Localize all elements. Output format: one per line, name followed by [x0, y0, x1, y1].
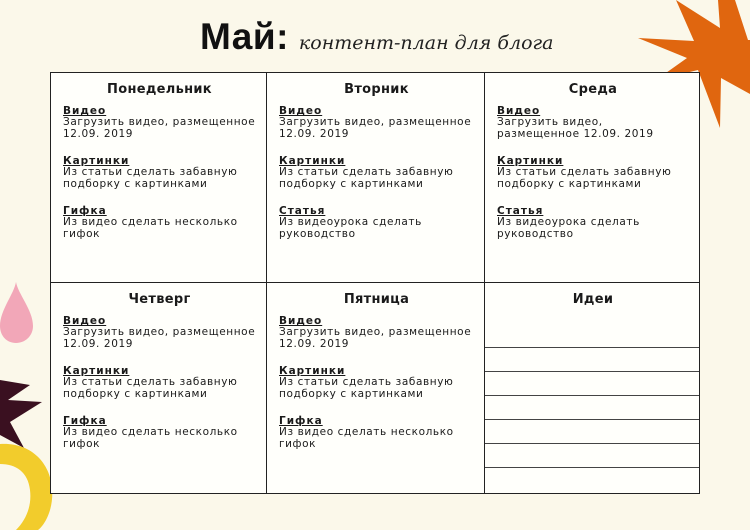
task-desc: Загрузить видео, размещенное 12.09. 2019	[63, 116, 256, 140]
task-desc: Загрузить видео, размещенное 12.09. 2019	[279, 326, 472, 350]
task-title: Видео	[63, 105, 107, 117]
ideas-title: Идеи	[572, 292, 614, 307]
task-desc: Из видео сделать несколько гифок	[63, 426, 238, 450]
task-item	[279, 315, 474, 350]
task-item	[63, 365, 256, 400]
task-title: Картинки	[279, 155, 346, 167]
task-title: Видео	[497, 105, 541, 117]
task-title: Картинки	[63, 365, 130, 377]
task-title: Гифка	[279, 415, 323, 427]
task-item	[63, 415, 256, 450]
task-title: Видео	[279, 105, 323, 117]
day-name: Вторник	[344, 82, 409, 97]
day-name: Четверг	[128, 292, 191, 307]
page-header	[200, 16, 553, 66]
ideas-line	[485, 467, 699, 468]
ideas-lines	[485, 347, 699, 491]
day-name: Среда	[568, 82, 618, 97]
task-item	[63, 155, 256, 190]
ideas-cell	[485, 283, 699, 493]
yellow-ring-decoration	[0, 438, 56, 530]
task-title: Видео	[279, 315, 323, 327]
task-desc: Из видеоурока сделать руководство	[497, 216, 640, 240]
task-item	[279, 415, 474, 450]
task-desc: Из статьи сделать забавную подборку с картинками	[63, 376, 238, 400]
task-title: Статья	[279, 205, 326, 217]
day-cell-monday	[51, 73, 267, 283]
day-cell-tuesday	[267, 73, 485, 283]
content-plan-table	[50, 72, 700, 494]
ideas-line	[485, 419, 699, 420]
task-desc: Из статьи сделать забавную подборку с картинками	[279, 376, 454, 400]
day-cell-wednesday	[485, 73, 699, 283]
task-desc: Из видео сделать несколько гифок	[279, 426, 454, 450]
task-desc: Из статьи сделать забавную подборку с картинками	[497, 166, 672, 190]
task-desc: Загрузить видео, размещенное 12.09. 2019	[63, 326, 256, 350]
task-title: Статья	[497, 205, 544, 217]
task-item	[63, 315, 256, 350]
day-name: Понедельник	[107, 82, 212, 97]
task-item	[63, 105, 256, 140]
task-desc: Из видеоурока сделать руководство	[279, 216, 422, 240]
task-title: Картинки	[63, 155, 130, 167]
task-item	[279, 205, 474, 240]
task-item	[279, 365, 474, 400]
task-item	[279, 105, 474, 140]
task-desc: Загрузить видео, размещенное 12.09. 2019	[497, 116, 654, 140]
task-item	[497, 105, 689, 140]
day-cell-thursday	[51, 283, 267, 493]
task-desc: Из статьи сделать забавную подборку с картинками	[63, 166, 238, 190]
task-title: Картинки	[279, 365, 346, 377]
ideas-line	[485, 347, 699, 348]
task-item	[63, 205, 256, 240]
task-desc: Из статьи сделать забавную подборку с картинками	[279, 166, 454, 190]
task-title: Гифка	[63, 205, 107, 217]
task-title: Гифка	[63, 415, 107, 427]
task-title: Картинки	[497, 155, 564, 167]
task-desc: Из видео сделать несколько гифок	[63, 216, 238, 240]
pink-drop-decoration	[0, 282, 36, 344]
task-title: Видео	[63, 315, 107, 327]
task-desc: Загрузить видео, размещенное 12.09. 2019	[279, 116, 472, 140]
task-item	[497, 205, 689, 240]
ideas-line	[485, 395, 699, 396]
ideas-line	[485, 443, 699, 444]
day-cell-friday	[267, 283, 485, 493]
task-item	[279, 155, 474, 190]
page-subtitle: контент-план для блога	[298, 32, 554, 54]
page-title: Май:	[200, 16, 289, 57]
task-item	[497, 155, 689, 190]
day-name: Пятница	[343, 292, 410, 307]
ideas-line	[485, 371, 699, 372]
